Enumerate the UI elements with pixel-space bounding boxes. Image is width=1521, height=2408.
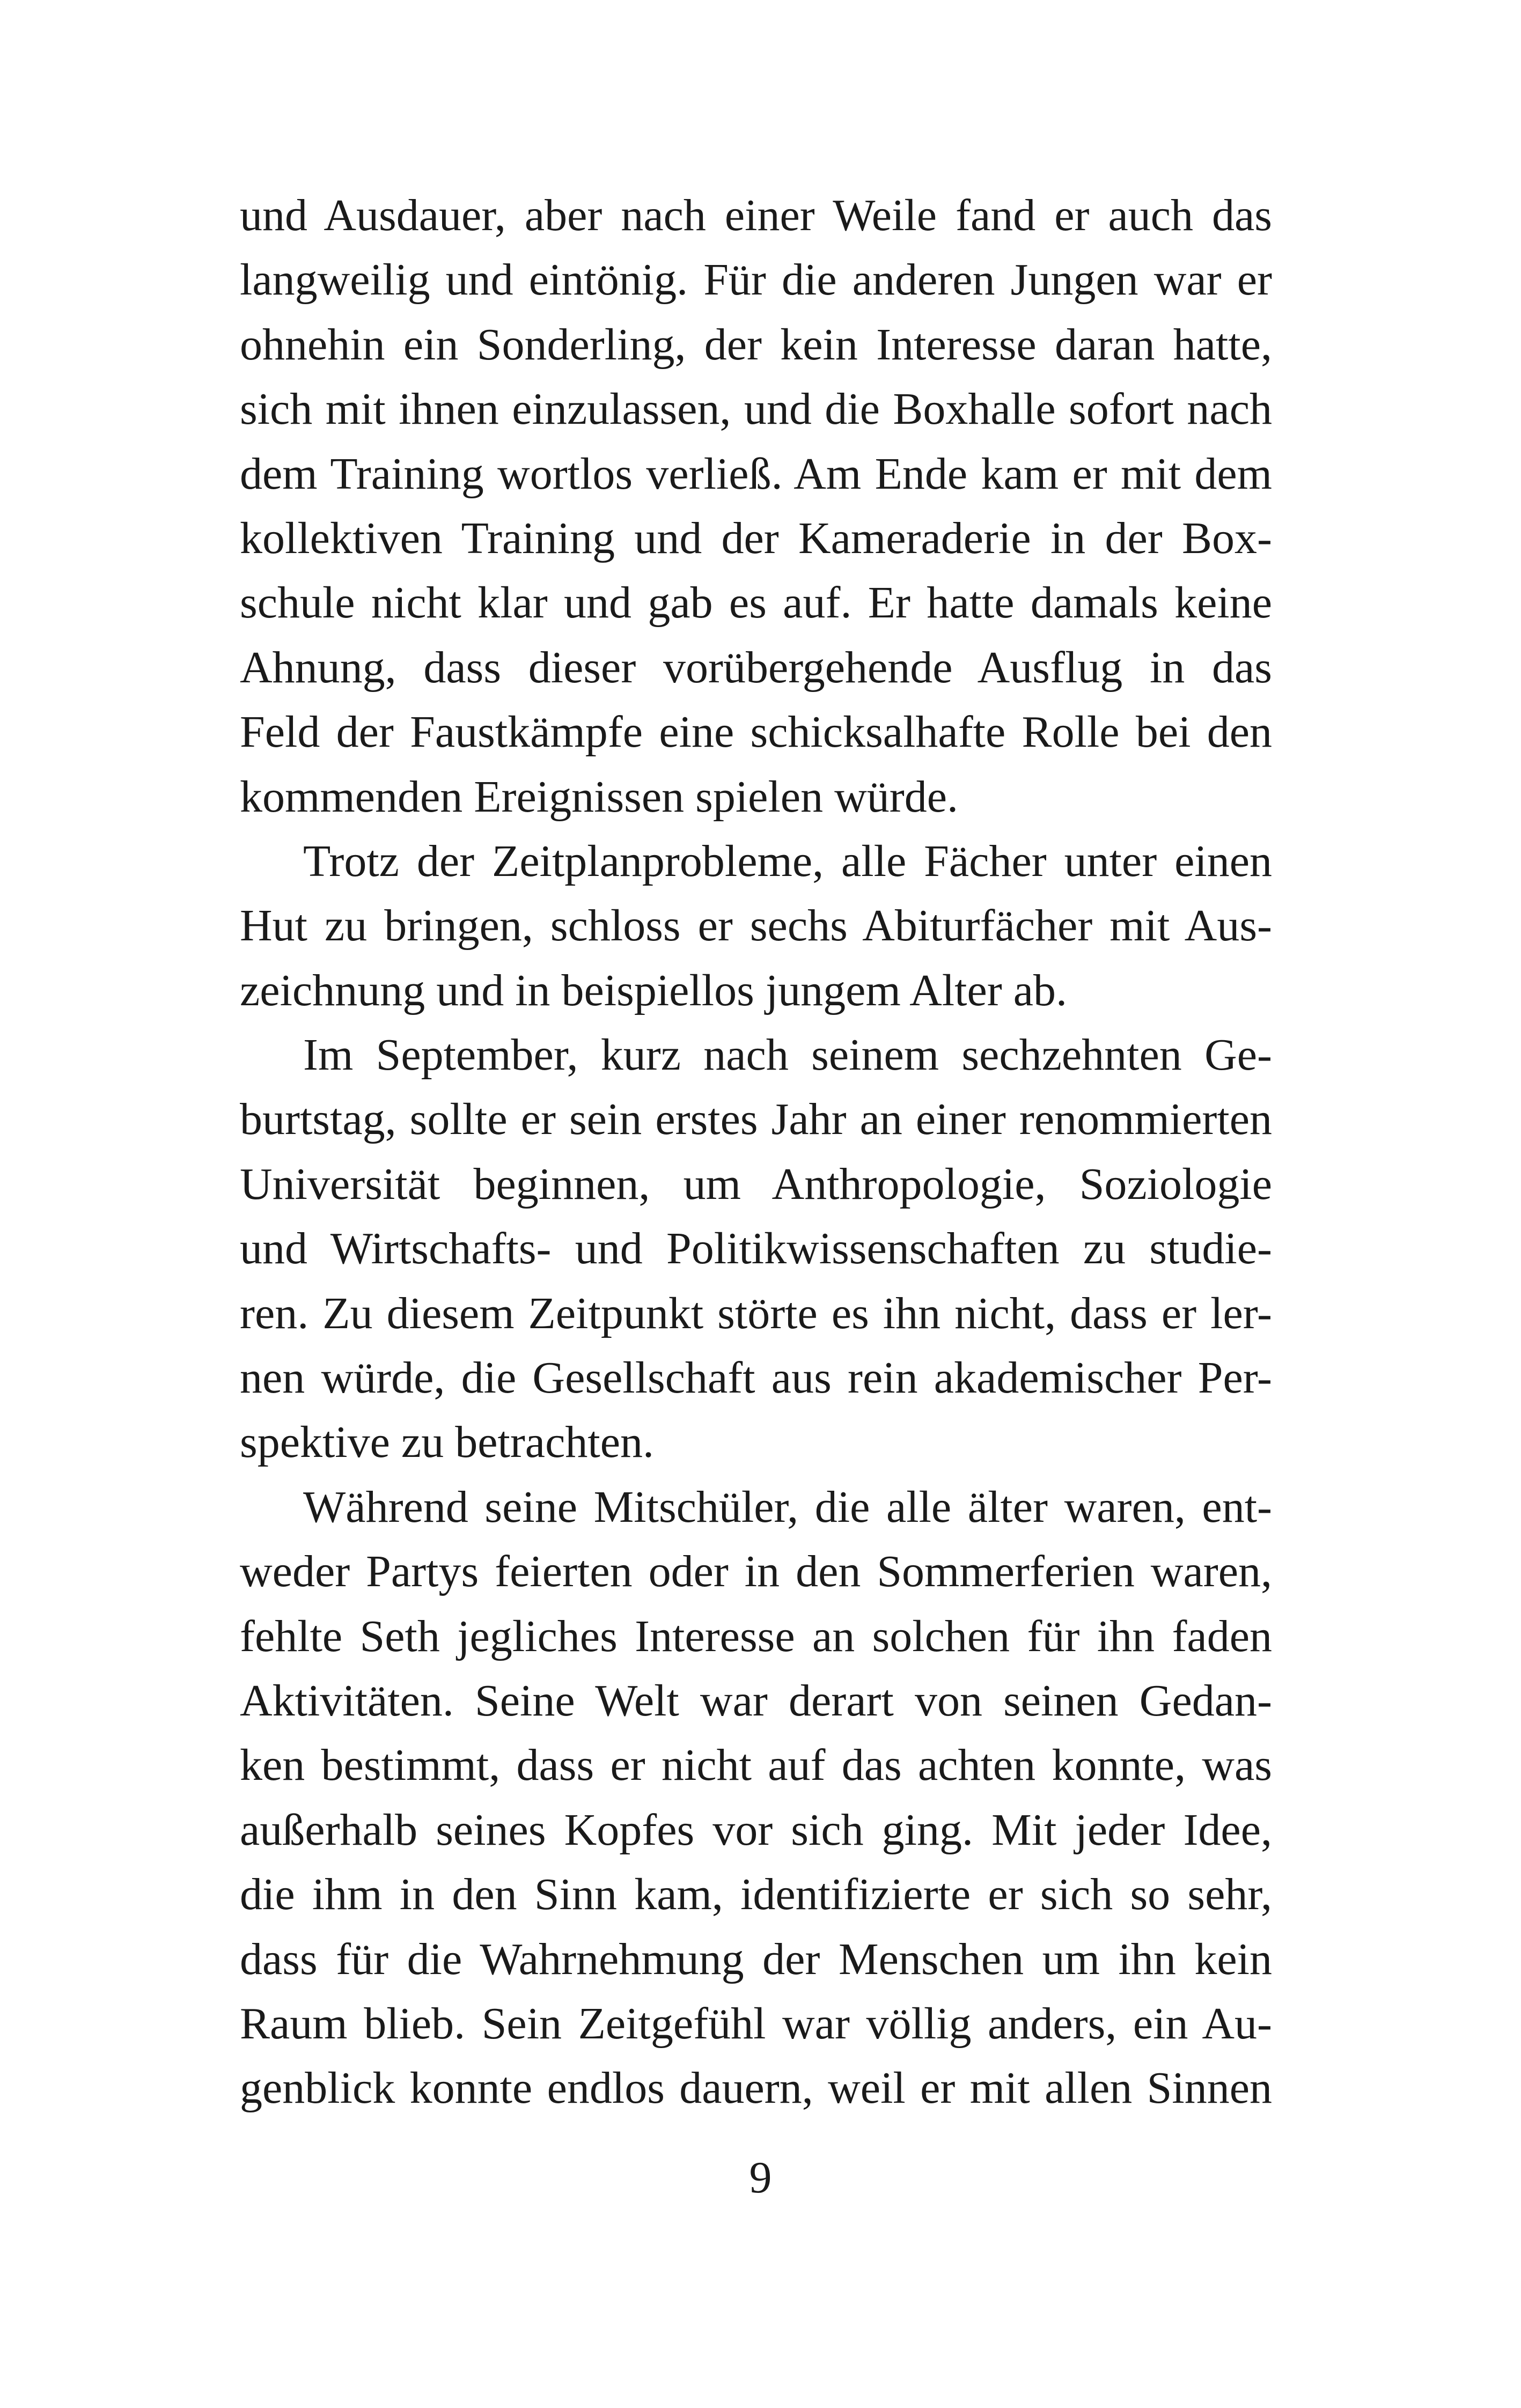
text-line: sich mit ihnen einzulassen, und die Boxhalle sofort nach — [240, 384, 1272, 435]
text-line: nen würde, die Gesellschaft aus rein akademischer Per- — [240, 1353, 1272, 1403]
text-line: dem Training wortlos verließ. Am Ende kam er mit dem — [240, 448, 1272, 499]
text-line: ohnehin ein Sonderling, der kein Interesse daran hatte, — [240, 319, 1272, 370]
text-line: burtstag, sollte er sein erstes Jahr an einer renommierten — [240, 1094, 1272, 1145]
page-number: 9 — [749, 2153, 772, 2203]
text-line: weder Partys feierten oder in den Sommerferien waren, — [240, 1547, 1272, 1597]
text-line: schule nicht klar und gab es auf. Er hatte damals keine — [240, 578, 1272, 628]
text-line: Aktivitäten. Seine Welt war derart von seinen Gedan- — [240, 1675, 1272, 1726]
text-line: und Wirtschafts- und Politikwissenschaften zu studie- — [240, 1224, 1272, 1274]
text-line: außerhalb seines Kopfes vor sich ging. Mit jeder Idee, — [240, 1805, 1272, 1855]
text-line: Universität beginnen, um Anthropologie, Soziologie — [240, 1159, 1272, 1209]
text-line: dass für die Wahrnehmung der Menschen um ihn kein — [240, 1934, 1272, 1984]
text-line: fehlte Seth jegliches Interesse an solchen für ihn faden — [240, 1611, 1272, 1661]
text-line: ren. Zu diesem Zeitpunkt störte es ihn nicht, dass er ler- — [240, 1288, 1272, 1338]
text-line: Während seine Mitschüler, die alle älter waren, ent- — [303, 1482, 1272, 1532]
body-text — [240, 183, 1272, 2121]
text-line: die ihm in den Sinn kam, identifizierte er sich so sehr, — [240, 1869, 1272, 1920]
text-line: Trotz der Zeitplanprobleme, alle Fächer unter einen — [303, 836, 1272, 886]
paragraph — [240, 183, 1272, 829]
text-line: Ahnung, dass dieser vorübergehende Ausflug in das — [240, 642, 1272, 693]
text-line: kollektiven Training und der Kameraderie in der Box- — [240, 513, 1272, 563]
text-line: spektive zu betrachten. — [240, 1417, 654, 1468]
text-line: und Ausdauer, aber nach einer Weile fand er auch das — [240, 190, 1272, 240]
paragraph — [240, 1023, 1272, 1475]
text-line: Im September, kurz nach seinem sechzehnten Ge- — [303, 1030, 1272, 1080]
text-line: langweilig und eintönig. Für die anderen Jungen war er — [240, 255, 1272, 305]
text-line: Feld der Faustkämpfe eine schicksalhafte Rolle bei den — [240, 707, 1272, 757]
text-line: ken bestimmt, dass er nicht auf das achten konnte, was — [240, 1740, 1272, 1791]
text-line: Raum blieb. Sein Zeitgefühl war völlig anders, ein Au- — [240, 1998, 1272, 2049]
text-line: Hut zu bringen, schloss er sechs Abiturfächer mit Aus- — [240, 901, 1272, 951]
text-line: kommenden Ereignissen spielen würde. — [240, 771, 958, 822]
text-line: zeichnung und in beispiellos jungem Alter ab. — [240, 965, 1068, 1015]
text-line: genblick konnte endlos dauern, weil er mit allen Sinnen — [240, 2063, 1272, 2114]
paragraph — [240, 829, 1272, 1023]
paragraph — [240, 1475, 1272, 2121]
